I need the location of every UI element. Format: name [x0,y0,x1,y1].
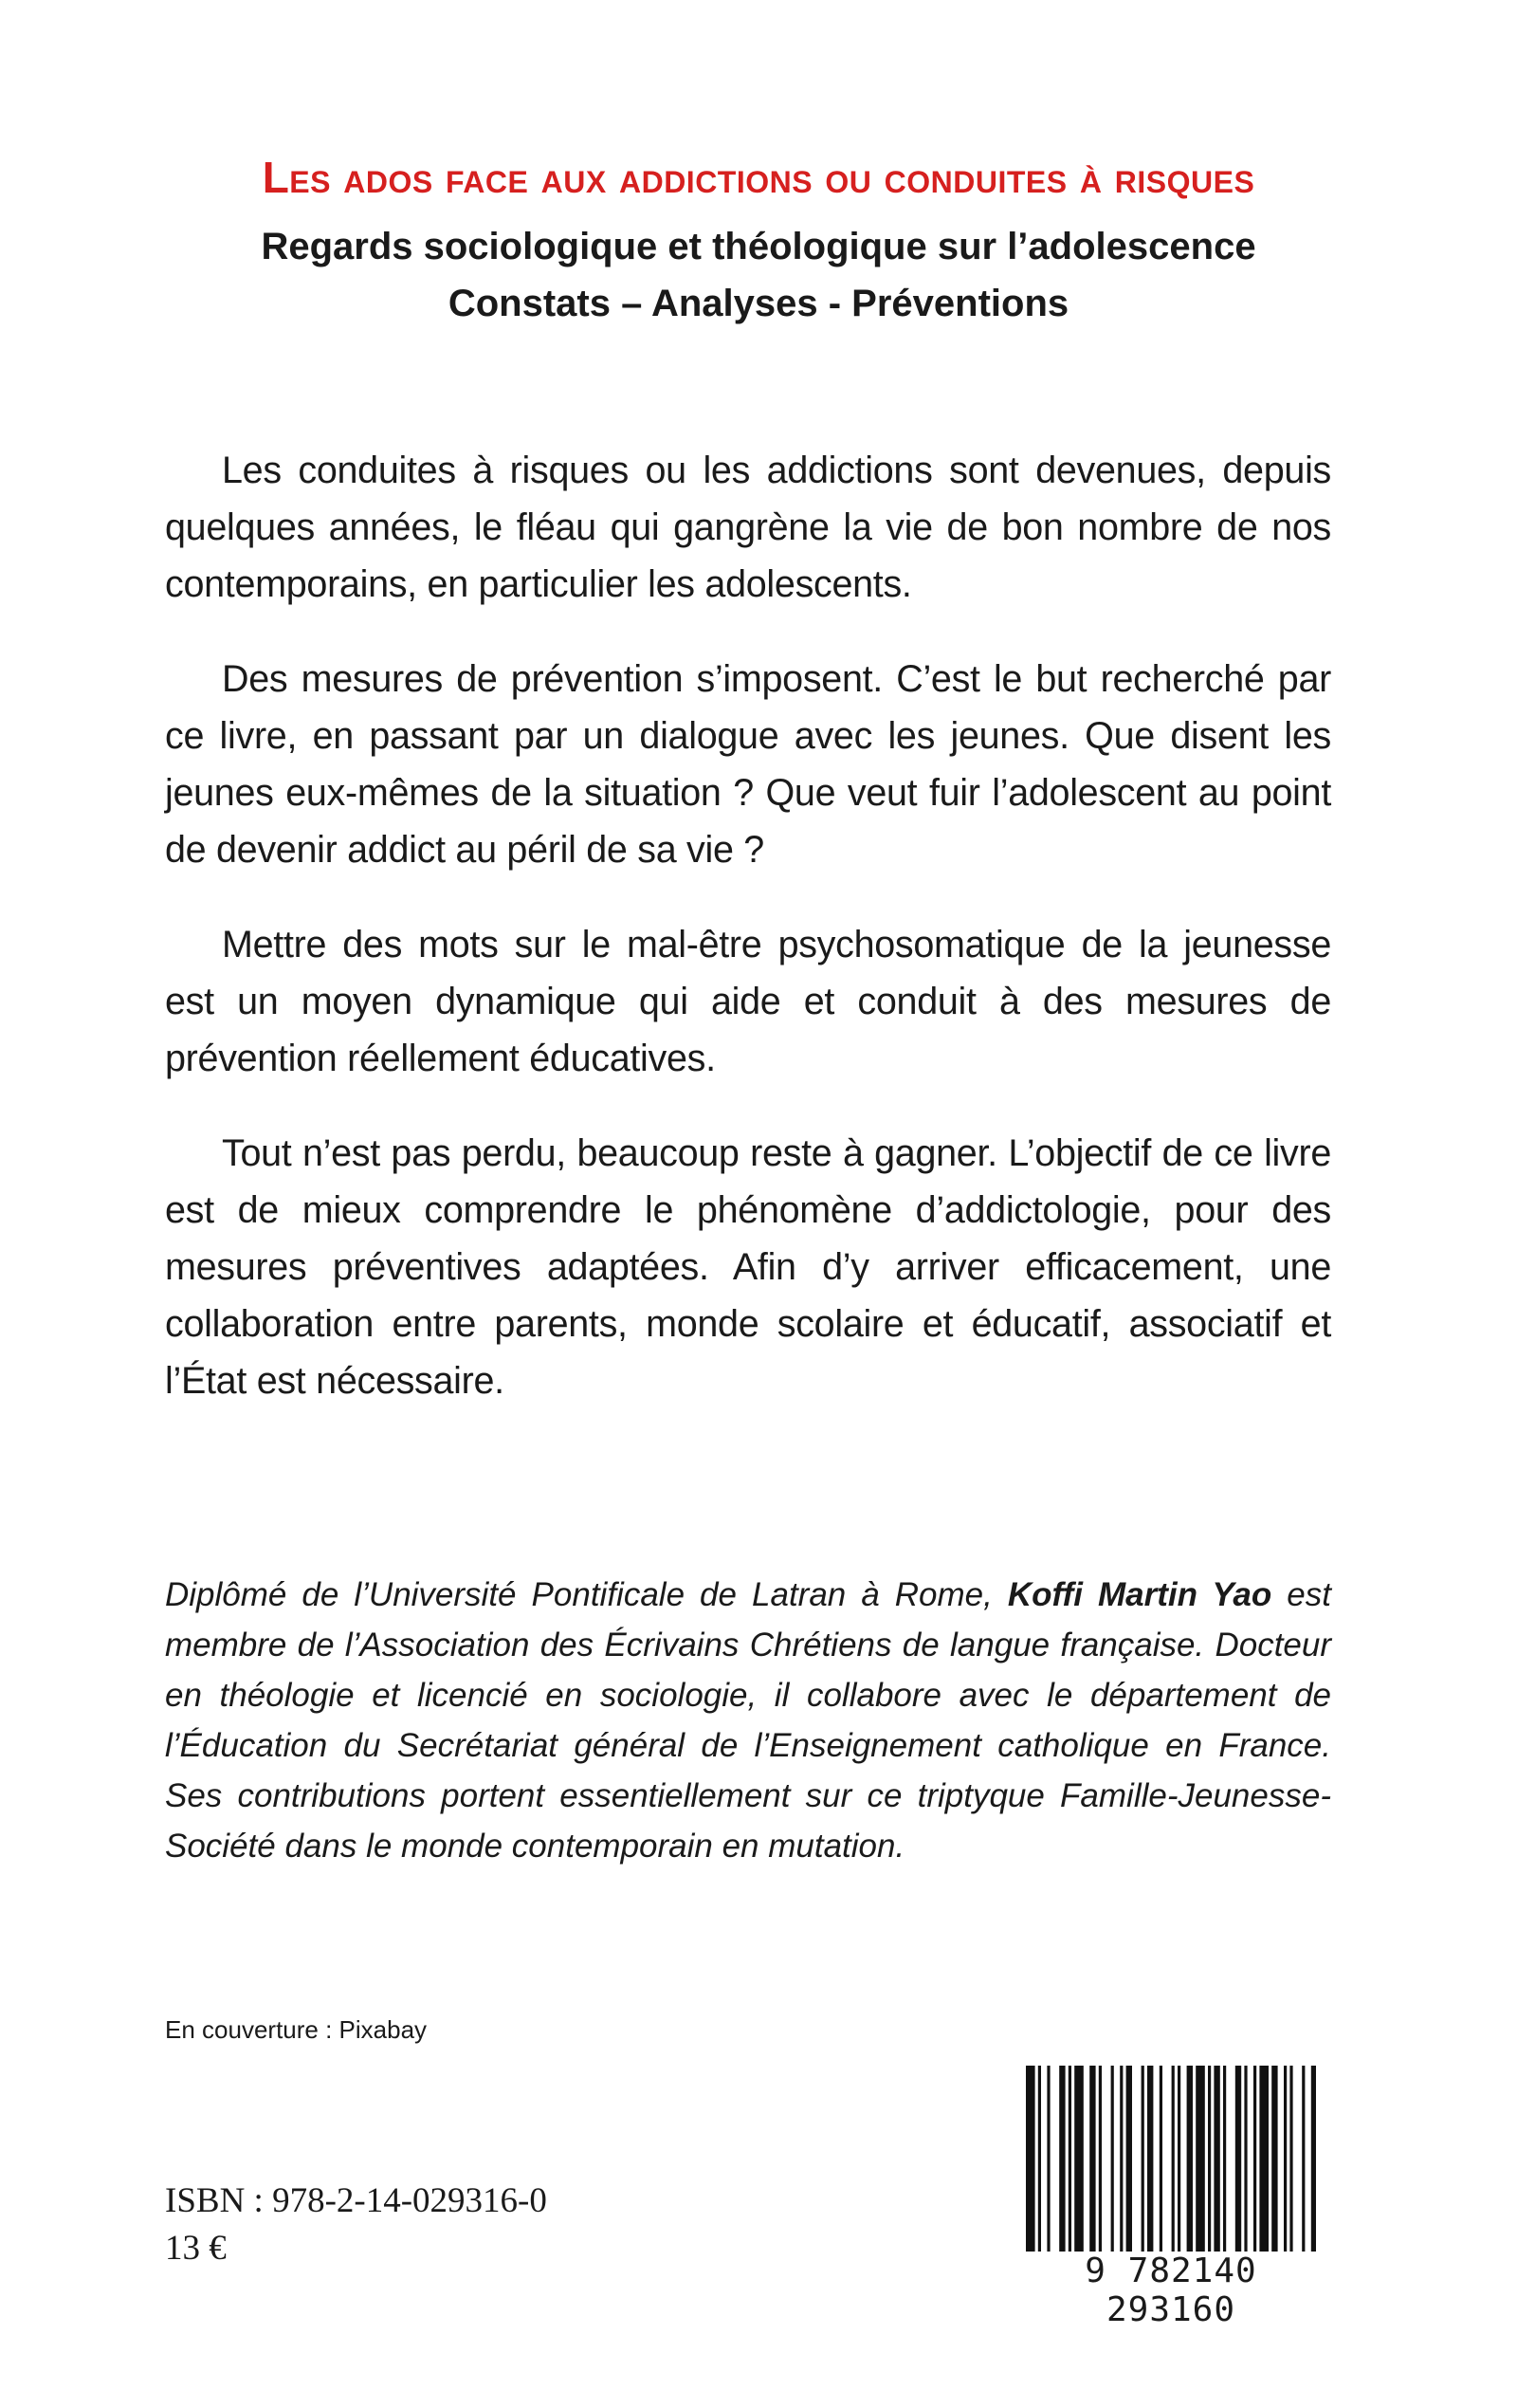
author-bio-intro: Diplômé de l’Université Pontificale de Latran à Rome, [165,1576,1008,1613]
cover-credit: En couverture : Pixabay [165,2015,428,2044]
price: 13 € [165,2229,227,2268]
summary-paragraph-2: Des mesures de prévention s’imposent. C’est le but recherché par ce livre, en passant par un dialogue avec les jeunes. Que disent les jeunes eux-mêmes de la situation ? Que veut fuir l’adolescent au point de devenir addict au péril de sa vie ? [165,658,1331,871]
summary-paragraph-4: Tout n’est pas perdu, beaucoup reste à gagner. L’objectif de ce livre est de mieux comprendre le phénomène d’addictologie, pour des mesures préventives adaptées. Afin d’y arriver efficacement, une collaboration entre parents, monde scolaire et éducatif, associatif et l’État est nécessaire. [165,1132,1331,1402]
author-bio-rest: est membre de l’Association des Écrivains Chrétiens de langue française. Docteur en théologie et licencié en sociologie, il collabore avec le département de l’Éducation du Secrétariat général de l’Enseignement catholique en France. Ses contributions portent essentiellement sur ce triptyque Famille-Jeunesse-Société dans le monde contemporain en mutation. [165,1576,1331,1865]
barcode-digits: 9 782140 293160 [1014,2252,1327,2329]
subtitle-line-1: Regards sociologique et théologique sur l’adolescence [261,226,1256,267]
summary-paragraph-3: Mettre des mots sur le mal-être psychosomatique de la jeunesse est un moyen dynamique qui aide et conduit à des mesures de prévention réellement éducatives. [165,924,1331,1079]
isbn: ISBN : 978-2-14-029316-0 [165,2181,547,2220]
book-title: Les ados face aux addictions ou conduites à risques [262,153,1255,202]
summary-paragraph-1: Les conduites à risques ou les addictions sont devenues, depuis quelques années, le fléau qui gangrène la vie de bon nombre de nos contemporains, en particulier les adolescents. [165,450,1331,605]
author-bio [165,1570,1331,1871]
subtitle-line-2: Constats – Analyses - Préventions [448,283,1069,324]
author-name: Koffi Martin Yao [1007,1576,1272,1613]
